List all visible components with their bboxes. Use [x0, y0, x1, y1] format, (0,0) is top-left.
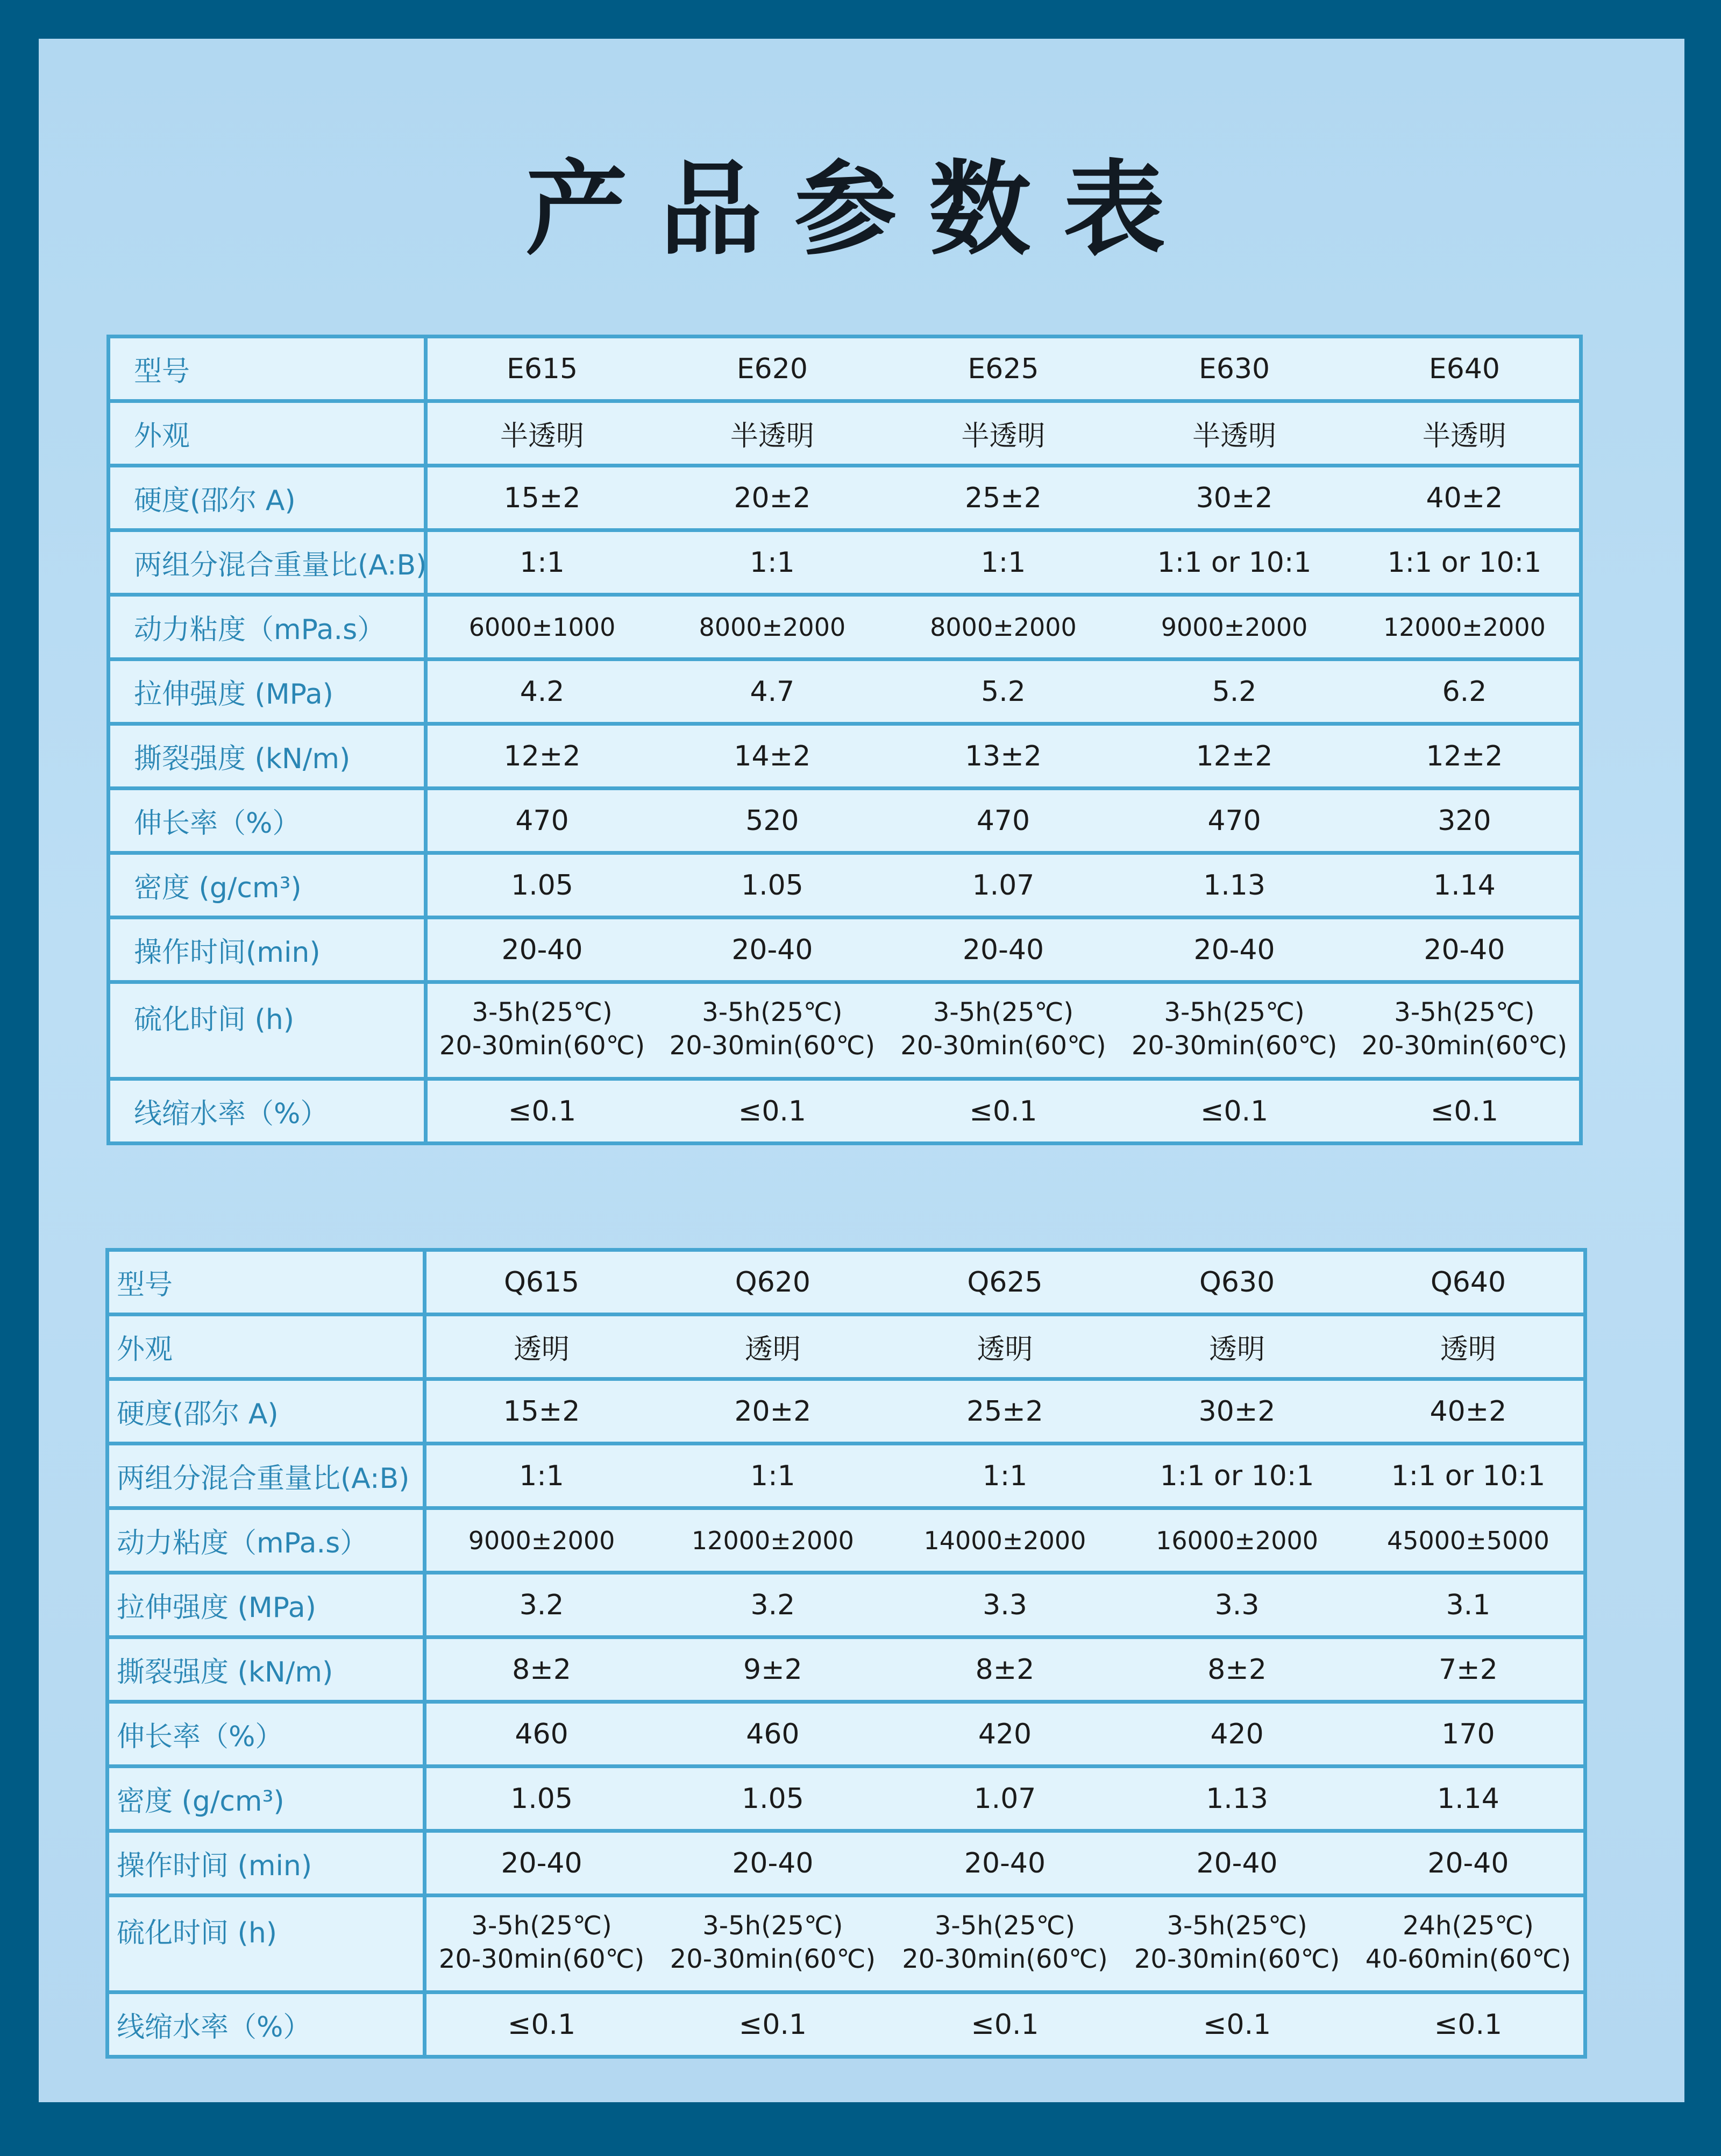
table-row: [108, 1573, 1585, 1637]
table-cell: 20-40: [1350, 918, 1581, 982]
table-cell: [657, 1896, 889, 1992]
table-cell: 半透明: [1350, 401, 1581, 466]
row-label: 线缩水率（%）: [108, 1992, 425, 2057]
table-cell: 6000±1000: [426, 595, 657, 659]
table-cell: 520: [657, 789, 888, 853]
cell-line: 3-5h(25℃): [702, 1911, 843, 1941]
table-cell: 12000±2000: [657, 1508, 889, 1573]
table-cell: ≤0.1: [1121, 1992, 1353, 2057]
row-label: 线缩水率（%）: [109, 1079, 426, 1144]
table-row: [109, 595, 1581, 659]
table-cell: 9000±2000: [1119, 595, 1350, 659]
row-label: 型号: [109, 337, 426, 401]
table-row: [109, 401, 1581, 466]
table-cell: 7±2: [1353, 1637, 1585, 1702]
table-cell: 20-40: [657, 1831, 889, 1896]
table-cell: 320: [1350, 789, 1581, 853]
row-label: 两组分混合重量比(A:B): [109, 530, 426, 595]
table-cell: 25±2: [888, 466, 1119, 530]
table-row: [108, 1508, 1585, 1573]
table-cell: 20±2: [657, 1379, 889, 1444]
row-label: 撕裂强度 (kN/m): [109, 724, 426, 789]
table-row: [108, 1250, 1585, 1315]
table-cell: E630: [1119, 337, 1350, 401]
row-label: 操作时间(min): [109, 918, 426, 982]
cell-line: 3-5h(25℃): [933, 997, 1074, 1027]
row-label: 外观: [108, 1315, 425, 1379]
table-cell: Q630: [1121, 1250, 1353, 1315]
table-cell: 30±2: [1119, 466, 1350, 530]
table-row: [108, 1379, 1585, 1444]
page-title: 产品参数表: [525, 149, 1198, 269]
table-cell: [1350, 982, 1581, 1079]
table-row: [109, 659, 1581, 724]
table-cell: 20-40: [657, 918, 888, 982]
table-cell: ≤0.1: [657, 1992, 889, 2057]
table-cell: 20-40: [426, 918, 657, 982]
cell-line: 3-5h(25℃): [934, 1911, 1076, 1941]
row-label: 硫化时间 (h): [108, 1896, 425, 1992]
table-cell: 6.2: [1350, 659, 1581, 724]
table-cell: 8±2: [425, 1637, 657, 1702]
table-cell: 3.3: [1121, 1573, 1353, 1637]
table-cell: 460: [425, 1702, 657, 1767]
table-cell: 20-40: [1353, 1831, 1585, 1896]
table-cell: [1353, 1896, 1585, 1992]
table-cell: 半透明: [1119, 401, 1350, 466]
table-cell: 4.7: [657, 659, 888, 724]
table-cell: 420: [1121, 1702, 1353, 1767]
cell-line: 20-30min(60℃): [1134, 1944, 1340, 1974]
table-cell: ≤0.1: [1353, 1992, 1585, 2057]
table-row: [108, 1315, 1585, 1379]
table-cell: 1:1 or 10:1: [1119, 530, 1350, 595]
row-label: 密度 (g/cm³): [109, 853, 426, 918]
table-cell: 420: [889, 1702, 1121, 1767]
table-cell: 40±2: [1353, 1379, 1585, 1444]
row-label: 硬度(邵尔 A): [108, 1379, 425, 1444]
cell-line: 20-30min(60℃): [439, 1031, 645, 1061]
table-cell: 5.2: [888, 659, 1119, 724]
table-cell: 8±2: [889, 1637, 1121, 1702]
table-cell: 12±2: [1350, 724, 1581, 789]
table-cell: 14000±2000: [889, 1508, 1121, 1573]
table-cell: ≤0.1: [425, 1992, 657, 2057]
table-cell: 20-40: [425, 1831, 657, 1896]
spec-table-body: [108, 1250, 1585, 2057]
table-cell: 8000±2000: [657, 595, 888, 659]
table-cell: ≤0.1: [888, 1079, 1119, 1144]
table-cell: 15±2: [425, 1379, 657, 1444]
table-cell: 1.05: [426, 853, 657, 918]
table-cell: 470: [888, 789, 1119, 853]
table-cell: 20±2: [657, 466, 888, 530]
table-cell: 4.2: [426, 659, 657, 724]
table-cell: 45000±5000: [1353, 1508, 1585, 1573]
table-cell: 12±2: [1119, 724, 1350, 789]
table-cell: 1.14: [1350, 853, 1581, 918]
table-cell: E615: [426, 337, 657, 401]
table-cell: 3.2: [425, 1573, 657, 1637]
table-cell: 12±2: [426, 724, 657, 789]
table-cell: 1.14: [1353, 1767, 1585, 1831]
table-cell: 12000±2000: [1350, 595, 1581, 659]
table-cell: 半透明: [426, 401, 657, 466]
table-cell: 1:1: [889, 1444, 1121, 1508]
table-cell: 透明: [1121, 1315, 1353, 1379]
table-cell: 16000±2000: [1121, 1508, 1353, 1573]
table-cell: 13±2: [888, 724, 1119, 789]
table-row: [109, 530, 1581, 595]
table-cell: 1:1: [657, 1444, 889, 1508]
table-cell: 20-40: [889, 1831, 1121, 1896]
row-label: 外观: [109, 401, 426, 466]
table-cell: ≤0.1: [657, 1079, 888, 1144]
table-cell: 20-40: [1121, 1831, 1353, 1896]
table-cell: ≤0.1: [889, 1992, 1121, 2057]
table-cell: [425, 1896, 657, 1992]
table-cell: 1:1: [425, 1444, 657, 1508]
table-row: [109, 1079, 1581, 1144]
table-cell: 透明: [1353, 1315, 1585, 1379]
table-row: [108, 1831, 1585, 1896]
table-cell: ≤0.1: [426, 1079, 657, 1144]
table-cell: 1:1 or 10:1: [1350, 530, 1581, 595]
row-label: 两组分混合重量比(A:B): [108, 1444, 425, 1508]
table-cell: ≤0.1: [1119, 1079, 1350, 1144]
cell-line: 3-5h(25℃): [702, 997, 843, 1027]
table-cell: [889, 1896, 1121, 1992]
table-cell: 1.13: [1121, 1767, 1353, 1831]
spec-table-q-series: [105, 1248, 1587, 2059]
table-cell: 1.13: [1119, 853, 1350, 918]
row-label: 撕裂强度 (kN/m): [108, 1637, 425, 1702]
row-label: 硬度(邵尔 A): [109, 466, 426, 530]
table-cell: E625: [888, 337, 1119, 401]
table-row: [108, 1767, 1585, 1831]
table-cell: ≤0.1: [1350, 1079, 1581, 1144]
row-label: 动力粘度（mPa.s）: [109, 595, 426, 659]
table-row: [108, 1637, 1585, 1702]
table-cell: 1.05: [657, 1767, 889, 1831]
row-label: 硫化时间 (h): [109, 982, 426, 1079]
table-cell: 1:1: [888, 530, 1119, 595]
table-cell: 470: [1119, 789, 1350, 853]
cell-line: 20-30min(60℃): [1361, 1031, 1568, 1061]
table-cell: [888, 982, 1119, 1079]
table-cell: 5.2: [1119, 659, 1350, 724]
table-row: [109, 466, 1581, 530]
cell-line: 20-30min(60℃): [669, 1031, 876, 1061]
table-cell: 8000±2000: [888, 595, 1119, 659]
cell-line: 24h(25℃): [1402, 1911, 1534, 1941]
table-cell: 14±2: [657, 724, 888, 789]
table-cell: 透明: [425, 1315, 657, 1379]
table-cell: [1119, 982, 1350, 1079]
table-cell: 1.05: [657, 853, 888, 918]
table-cell: 半透明: [657, 401, 888, 466]
table-row: [109, 982, 1581, 1079]
table-cell: 1:1 or 10:1: [1121, 1444, 1353, 1508]
table-cell: 460: [657, 1702, 889, 1767]
row-label: 操作时间 (min): [108, 1831, 425, 1896]
table-cell: 1:1 or 10:1: [1353, 1444, 1585, 1508]
table-cell: Q625: [889, 1250, 1121, 1315]
table-row: [109, 337, 1581, 401]
row-label: 拉伸强度 (MPa): [108, 1573, 425, 1637]
table-cell: 170: [1353, 1702, 1585, 1767]
table-cell: E620: [657, 337, 888, 401]
table-cell: 40±2: [1350, 466, 1581, 530]
table-cell: Q615: [425, 1250, 657, 1315]
cell-line: 3-5h(25℃): [1394, 997, 1535, 1027]
cell-line: 20-30min(60℃): [902, 1944, 1108, 1974]
row-label: 动力粘度（mPa.s）: [108, 1508, 425, 1573]
row-label: 拉伸强度 (MPa): [109, 659, 426, 724]
table-cell: 470: [426, 789, 657, 853]
row-label: 密度 (g/cm³): [108, 1767, 425, 1831]
table-row: [109, 853, 1581, 918]
table-cell: 1.05: [425, 1767, 657, 1831]
cell-line: 3-5h(25℃): [471, 1911, 612, 1941]
table-cell: 1.07: [889, 1767, 1121, 1831]
table-row: [109, 724, 1581, 789]
table-cell: 20-40: [1119, 918, 1350, 982]
table-cell: [657, 982, 888, 1079]
table-cell: 1:1: [426, 530, 657, 595]
table-cell: 30±2: [1121, 1379, 1353, 1444]
cell-line: 20-30min(60℃): [438, 1944, 645, 1974]
cell-line: 3-5h(25℃): [1167, 1911, 1307, 1941]
table-cell: 9000±2000: [425, 1508, 657, 1573]
table-cell: 3.3: [889, 1573, 1121, 1637]
table-row: [108, 1896, 1585, 1992]
table-cell: 8±2: [1121, 1637, 1353, 1702]
table-cell: 9±2: [657, 1637, 889, 1702]
spec-table-e-series: [106, 335, 1583, 1145]
table-row: [109, 918, 1581, 982]
table-cell: 半透明: [888, 401, 1119, 466]
table-cell: 15±2: [426, 466, 657, 530]
table-cell: [426, 982, 657, 1079]
table-row: [108, 1992, 1585, 2057]
table-cell: Q620: [657, 1250, 889, 1315]
table-row: [108, 1702, 1585, 1767]
table-cell: 3.1: [1353, 1573, 1585, 1637]
table-cell: [1121, 1896, 1353, 1992]
row-label: 伸长率（%）: [108, 1702, 425, 1767]
row-label: 型号: [108, 1250, 425, 1315]
table-cell: 透明: [657, 1315, 889, 1379]
cell-line: 40-60min(60℃): [1365, 1944, 1571, 1974]
cell-line: 3-5h(25℃): [1164, 997, 1305, 1027]
table-cell: 透明: [889, 1315, 1121, 1379]
table-cell: 20-40: [888, 918, 1119, 982]
table-cell: Q640: [1353, 1250, 1585, 1315]
spec-table-body: [109, 337, 1581, 1144]
cell-line: 3-5h(25℃): [472, 997, 613, 1027]
table-cell: 1.07: [888, 853, 1119, 918]
table-row: [108, 1444, 1585, 1508]
row-label: 伸长率（%）: [109, 789, 426, 853]
table-cell: E640: [1350, 337, 1581, 401]
table-cell: 3.2: [657, 1573, 889, 1637]
table-row: [109, 789, 1581, 853]
cell-line: 20-30min(60℃): [670, 1944, 876, 1974]
table-cell: 1:1: [657, 530, 888, 595]
cell-line: 20-30min(60℃): [1131, 1031, 1338, 1061]
cell-line: 20-30min(60℃): [900, 1031, 1106, 1061]
table-cell: 25±2: [889, 1379, 1121, 1444]
